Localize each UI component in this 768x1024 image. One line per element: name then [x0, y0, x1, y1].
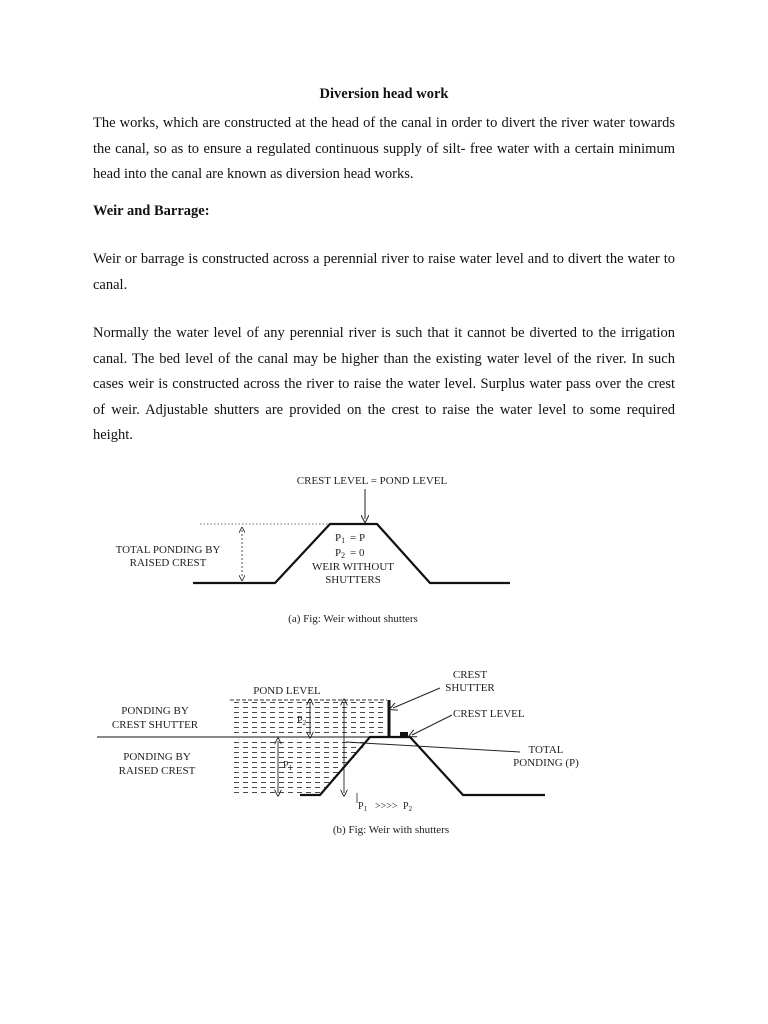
figure-b-weir-with-shutters [97, 669, 579, 836]
shutter-ponding-water [230, 700, 387, 736]
ponding-shutter-label-2: CREST SHUTTER [111, 719, 199, 731]
total-ponding-label-1: TOTAL PONDING BY [115, 544, 221, 556]
intro-paragraph: The works, which are constructed at the head of the canal in order to divert the river water towards the canal, so as to ensure a regulated continuous supply of silt- free water with a certain minimum head into the canal are known as diversion head works. [93, 115, 675, 182]
total-ponding-label-2: PONDING (P) [513, 757, 579, 769]
p2-equation: = 0 [350, 547, 365, 559]
explanation-paragraph: Normally the water level of any perennial river is such that it cannot be diverted to the irrigation canal. The bed level of the canal may be higher than the existing water level of the river. In such cases weir is constructed across the river to raise the water level. Surplus water pass over the crest of weir. Adjustable shutters are provided on the crest to raise the water level to some required height. [93, 325, 675, 443]
p1-symbol: P1 [335, 532, 346, 545]
crest-level-label: CREST LEVEL [453, 708, 525, 720]
pond-level-label: POND LEVEL [253, 685, 321, 697]
p1-relation-symbol: $P_1$ [358, 801, 368, 813]
p2-symbol: P2 [335, 547, 346, 560]
figure-a-weir-without-shutters [116, 475, 510, 625]
definition-paragraph: Weir or barrage is constructed across a perennial river to raise water level and to divert the water to canal. [93, 251, 675, 293]
ponding-crest-label-1: PONDING BY [123, 751, 191, 763]
p1-label: $P_1$ [283, 760, 293, 772]
ponding-crest-label-2: RAISED CREST [118, 765, 196, 777]
crest-ponding-water [230, 740, 370, 795]
p2-relation-symbol: $P_2$ [403, 801, 413, 813]
ponding-shutter-label-1: PONDING BY [121, 705, 189, 717]
crest-shutter-label-2: SHUTTER [445, 682, 495, 694]
crest-pond-level-label: CREST LEVEL = POND LEVEL [296, 475, 448, 487]
figure-a-caption: (a) Fig: Weir without shutters [288, 613, 418, 625]
total-ponding-pointer [346, 742, 520, 752]
shutter-hinge [400, 732, 408, 737]
total-ponding-label-1: TOTAL [528, 744, 564, 756]
p2-label: $P_2$ [297, 715, 307, 727]
crest-shutter-label-1: CREST [452, 669, 488, 681]
p-relation: >>>> [375, 801, 398, 812]
crest-shutter-pointer [393, 688, 440, 708]
section-heading: Weir and Barrage: [93, 203, 210, 219]
figure-b-caption: (b) Fig: Weir with shutters [332, 824, 450, 836]
weir-label-1: WEIR WITHOUT [312, 561, 394, 573]
page-title: Diversion head work [319, 86, 449, 102]
total-ponding-label-2: RAISED CREST [129, 557, 207, 569]
p1-equation: = P [350, 532, 366, 544]
crest-level-pointer [412, 715, 452, 735]
weir-label-2: SHUTTERS [325, 574, 381, 586]
